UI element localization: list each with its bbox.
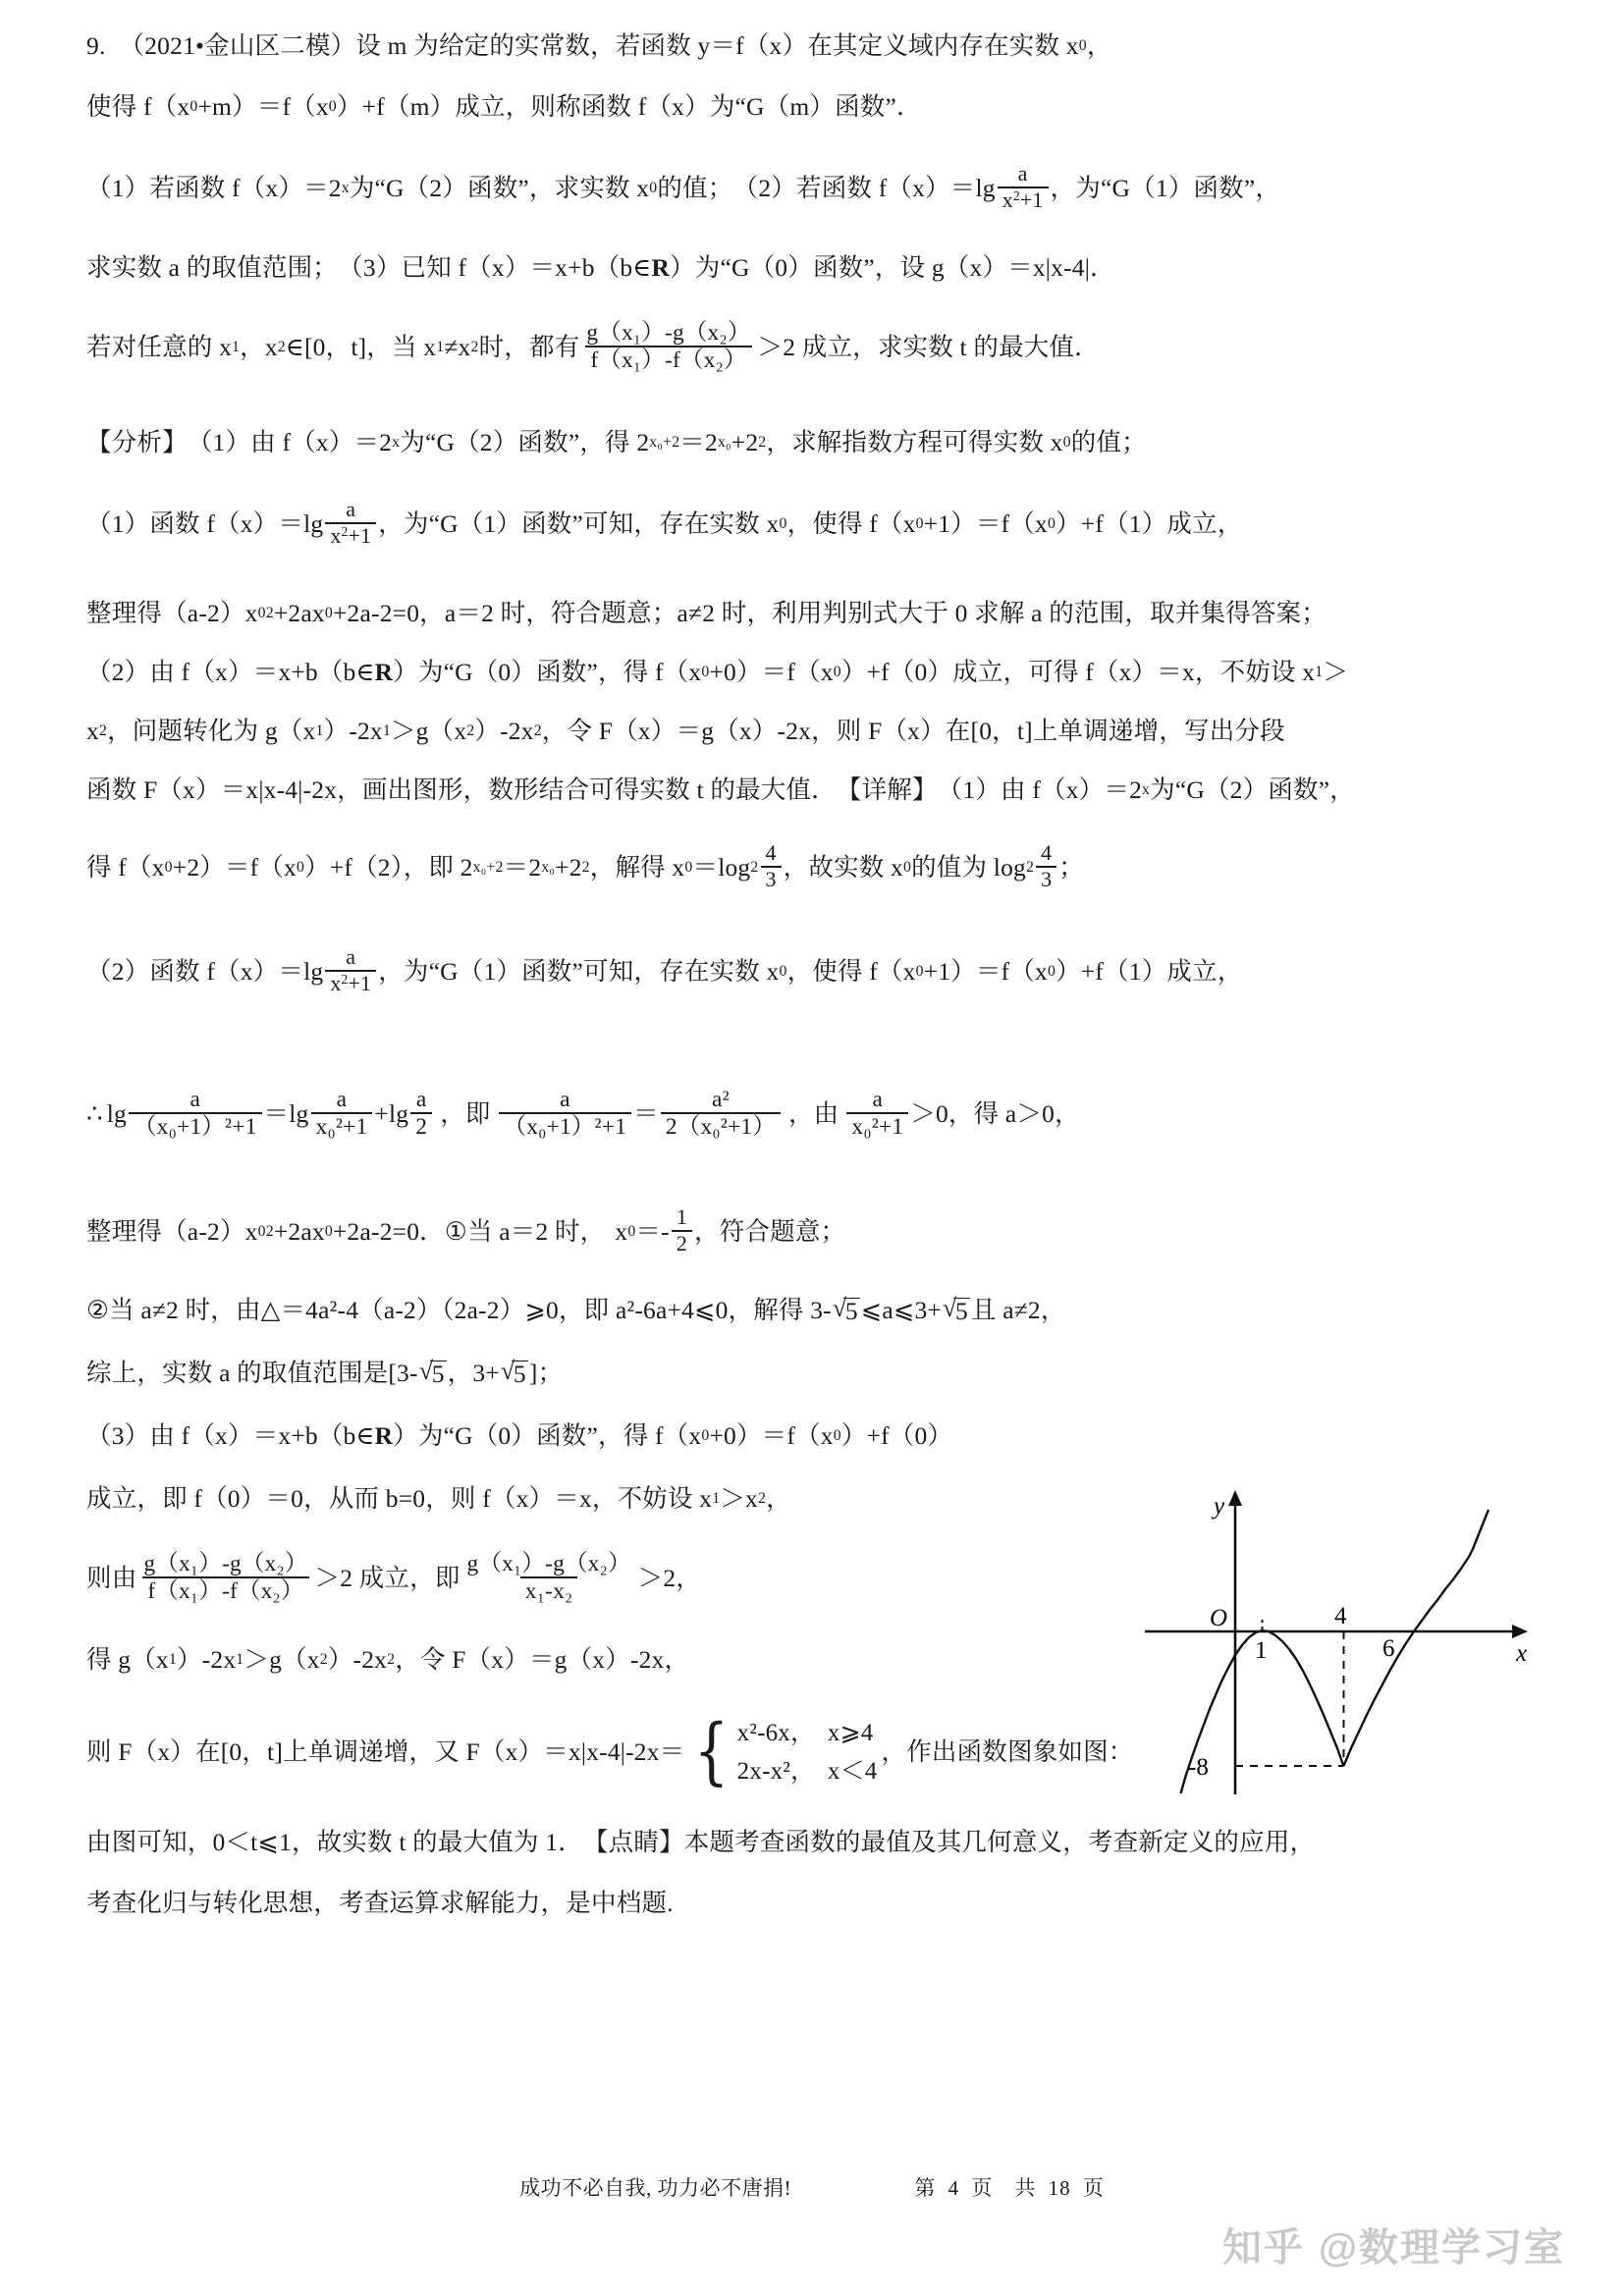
an10-exp: 2 bbox=[265, 1223, 274, 1241]
an1-text-b: 为“G（2）函数”，得 2 bbox=[400, 428, 650, 457]
zhihu-logo: 知乎 bbox=[1221, 2226, 1305, 2269]
q2-text-b: ）为“G（0）函数”，设 g（x）＝x|x‐4|． bbox=[670, 253, 1115, 283]
q1-exponent: x bbox=[341, 180, 350, 197]
an4-sub3: 1 bbox=[1315, 664, 1324, 681]
an3-text-a: 整理得（a‐2）x bbox=[86, 599, 258, 628]
an5-text-c: ）‐2x bbox=[323, 717, 383, 746]
analysis-line-18 bbox=[86, 1820, 1549, 1865]
stem-text-2b: +m）＝f（x bbox=[197, 92, 329, 122]
sqrt-5-3 bbox=[419, 1361, 447, 1387]
stem-text-2a: 使得 f（x bbox=[86, 92, 190, 122]
an16-text-b: ）‐2x bbox=[177, 1645, 237, 1675]
fraction-numerator: a bbox=[872, 1086, 884, 1112]
problem-stem-line-1 bbox=[86, 24, 1549, 69]
lg-operator-3: lg bbox=[389, 1099, 409, 1129]
problem-part-3 bbox=[86, 302, 1549, 393]
an7-text-g: ＝log bbox=[692, 853, 751, 882]
plus-sign: + bbox=[374, 1099, 389, 1129]
analysis-line-11 bbox=[86, 1288, 1549, 1333]
an10-sub3: 0 bbox=[627, 1223, 636, 1241]
an10-text-e: x bbox=[615, 1217, 628, 1247]
circled-one: ① bbox=[444, 1217, 467, 1247]
an7-exp: x₀+2 bbox=[472, 859, 504, 877]
an1-text-e: ，求解指数方程可得实数 x bbox=[766, 428, 1063, 457]
an10-text-c: +2a‐2=0． bbox=[332, 1217, 445, 1247]
an12-text-a: 综上，实数 a 的取值范围是[3‐ bbox=[86, 1359, 418, 1388]
an8-sub: 0 bbox=[779, 963, 787, 981]
an7-exp2: x₀ bbox=[541, 859, 556, 877]
an12-text-c: ]； bbox=[528, 1359, 564, 1388]
sqrt-radicand: 5 bbox=[431, 1359, 445, 1388]
an16-sub: 1 bbox=[168, 1651, 177, 1669]
an1-exp2: x₀+2 bbox=[649, 434, 680, 452]
q3-text-e: 时，都有 bbox=[478, 333, 580, 362]
detail-label: 【详解】 bbox=[836, 775, 938, 805]
an7-sub: 0 bbox=[164, 859, 173, 877]
an18-text-a: 由图可知，0＜t⩽1，故实数 t 的最大值为 1． bbox=[86, 1828, 583, 1857]
fraction-numerator: g（x₁）‐g（x₂） bbox=[466, 1550, 631, 1576]
an17-text-b: ，作出函数图象如图： bbox=[881, 1737, 1134, 1767]
fraction-a-over-x0plus1sq bbox=[129, 1088, 262, 1140]
an19-text-a: 考查化归与转化思想，考查运算求解能力，是中档题. bbox=[86, 1889, 674, 1918]
an5-sub4: 2 bbox=[466, 722, 475, 740]
sqrt-radicand: 5 bbox=[954, 1296, 968, 1325]
q3-sub3: 1 bbox=[436, 339, 445, 356]
an4-sub: 0 bbox=[701, 664, 710, 681]
fraction-numerator: a bbox=[560, 1086, 570, 1112]
fraction-numerator: a² bbox=[712, 1086, 730, 1112]
an10-text-g: ，符合题意； bbox=[694, 1217, 846, 1247]
log-base-2: 2 bbox=[1025, 859, 1035, 877]
fraction-a-over-x0plus1sq-2 bbox=[499, 1088, 632, 1140]
an10-sub: 0 bbox=[257, 1223, 266, 1241]
an16-sub4: 2 bbox=[387, 1651, 396, 1669]
page-suffix: 页 bbox=[1082, 2176, 1105, 2200]
an1-text-f: 的值； bbox=[1070, 428, 1147, 457]
piecewise-rows bbox=[735, 1721, 878, 1784]
left-brace: { bbox=[694, 1709, 730, 1794]
q3-text-f: ＞2 成立，求实数 t 的最大值． bbox=[757, 333, 1100, 362]
an8-text-e: ）+f（1）成立， bbox=[1056, 957, 1243, 987]
an13-text-d: ）+f（0） bbox=[840, 1421, 953, 1451]
q3-text-a: 若对任意的 x bbox=[86, 333, 233, 362]
page-mid: 页 共 bbox=[971, 2176, 1037, 2200]
graph-tick-4: 4 bbox=[1334, 1603, 1347, 1629]
footer-pagination bbox=[914, 2172, 1105, 2202]
sqrt-5-2 bbox=[943, 1298, 970, 1324]
an14-text-b: ＞x bbox=[720, 1484, 758, 1514]
fraction-denominator: 3 bbox=[1036, 866, 1056, 891]
an16-sub3: 2 bbox=[319, 1651, 328, 1669]
an7-text-j: ； bbox=[1058, 853, 1084, 882]
fraction-denominator: f（x₁）‐f（x₂） bbox=[142, 1576, 308, 1603]
q3-sub2: 2 bbox=[277, 339, 286, 356]
an5-sub3: 1 bbox=[382, 722, 391, 740]
an15-text-b: ＞2 成立，即 bbox=[314, 1564, 460, 1593]
an1-sub: 0 bbox=[1062, 434, 1071, 452]
an9-text-2: ，由 bbox=[787, 1099, 839, 1129]
an14-sub2: 2 bbox=[757, 1490, 767, 1508]
fraction-denominator: x₀²+1 bbox=[846, 1112, 908, 1139]
an9-text-1: ，即 bbox=[440, 1099, 491, 1129]
den-exp: 2 bbox=[1012, 187, 1020, 203]
page-prefix: 第 bbox=[914, 2176, 937, 2200]
watermark-handle: @数理学习室 bbox=[1318, 2226, 1565, 2269]
fraction-denominator bbox=[325, 970, 376, 995]
analysis-line-12 bbox=[86, 1351, 1549, 1396]
fraction-asq-over-2x0sqplus1 bbox=[661, 1088, 781, 1140]
fraction-a-over-2 bbox=[410, 1088, 432, 1140]
analysis-line-19 bbox=[86, 1881, 1549, 1926]
circled-two: ② bbox=[86, 1296, 110, 1325]
an1-text-a: （1）由 f（x）＝2 bbox=[187, 428, 393, 457]
analysis-line-13 bbox=[86, 1414, 1549, 1459]
an4-text-c: +0）＝f（x bbox=[709, 658, 834, 687]
an7-text-a: 得 f（x bbox=[86, 853, 165, 882]
fraction-denominator: f（x₁）‐f（x₂） bbox=[585, 346, 751, 372]
an7-text-c: ）+f（2），即 2 bbox=[304, 853, 473, 882]
stem-sub-2b: 0 bbox=[328, 98, 337, 116]
an16-text-d: ）‐2x bbox=[327, 1645, 388, 1675]
fraction-numerator: a bbox=[346, 497, 356, 522]
an7-text-f: ，解得 x bbox=[589, 853, 685, 882]
an12-text-b: ，3+ bbox=[447, 1359, 500, 1388]
an11-text-a: 当 a≠2 时，由△＝4a²‐4（a‐2）（2a‐2）⩾0，即 a²‐6a+4⩽0，解得 3‐ bbox=[109, 1296, 832, 1325]
fraction-numerator: a bbox=[189, 1086, 201, 1112]
real-set-symbol: R bbox=[374, 1421, 394, 1451]
an4-sub2: 0 bbox=[833, 664, 841, 681]
fraction-denominator bbox=[998, 187, 1049, 212]
fraction-a-over-x0sqplus1-2 bbox=[846, 1088, 908, 1140]
fraction-numerator: a bbox=[1017, 161, 1028, 187]
stem-text-1-end: ， bbox=[1086, 31, 1112, 61]
an1-exp4: 2 bbox=[758, 434, 767, 452]
fraction-difference-quotient bbox=[581, 321, 755, 373]
an5-sub2: 1 bbox=[315, 722, 324, 740]
an17-text-a: 则 F（x）在[0，t]上单调递增，又 F（x）＝x|x‐4|‐2x＝ bbox=[86, 1737, 685, 1767]
graph-origin-label: O bbox=[1210, 1605, 1228, 1631]
an4-text-b: ）为“G（0）函数”，得 f（x bbox=[393, 658, 702, 687]
problem-source: （2021•金山区二模） bbox=[119, 31, 356, 61]
an3-sub2: 0 bbox=[324, 605, 333, 622]
an10-sub2: 0 bbox=[324, 1223, 333, 1241]
den-base: x bbox=[330, 971, 342, 996]
an15-text-c: ＞2， bbox=[637, 1564, 701, 1593]
stem-text-2c: ）+f（m）成立，则称函数 f（x）为“G（m）函数”． bbox=[336, 92, 922, 122]
an7-sub5: 0 bbox=[903, 859, 912, 877]
problem-stem-line-2 bbox=[86, 84, 1549, 130]
an8-text-b: ，为“G（1）函数”可知，存在实数 x bbox=[378, 957, 780, 987]
an2-text-a: （1）函数 f（x）＝lg bbox=[86, 509, 324, 539]
lg-operator-2: lg bbox=[289, 1099, 309, 1129]
an2-sub3: 0 bbox=[1047, 515, 1056, 533]
an1-exp: x bbox=[392, 434, 401, 452]
an7-text-d: ＝2 bbox=[503, 853, 542, 882]
fraction-four-thirds bbox=[761, 842, 782, 891]
fraction-a-over-x2plus1 bbox=[998, 163, 1049, 212]
stem-sub-2a: 0 bbox=[189, 98, 198, 116]
q3-text-d: ≠x bbox=[444, 333, 471, 362]
an13-sub: 0 bbox=[701, 1427, 710, 1445]
real-set-symbol: R bbox=[651, 253, 671, 283]
q1-text-b: 为“G（2）函数”，求实数 x bbox=[349, 174, 650, 203]
fraction-denominator: （x₀+1）²+1 bbox=[129, 1112, 262, 1139]
page-footer bbox=[0, 2172, 1624, 2202]
real-set-symbol: R bbox=[374, 658, 394, 687]
graph-x-label: x bbox=[1516, 1640, 1528, 1667]
fraction-numerator: a bbox=[336, 1086, 348, 1112]
an8-sub2: 0 bbox=[915, 963, 924, 981]
fraction-denominator: 2 bbox=[410, 1112, 432, 1139]
analysis-line-9 bbox=[86, 1050, 1549, 1178]
fraction-four-thirds-2 bbox=[1036, 842, 1056, 891]
den-exp: 2 bbox=[341, 523, 349, 539]
fraction-denominator: x₀²+1 bbox=[311, 1112, 373, 1139]
analysis-line-8 bbox=[86, 927, 1549, 1017]
an8-text-c: ，使得 f（x bbox=[786, 957, 916, 987]
an8-text-d: +1）＝f（x bbox=[923, 957, 1048, 987]
piecewise-case-1: x²‐6x， x⩾4 bbox=[736, 1720, 874, 1746]
q3-sub1: 1 bbox=[232, 339, 241, 356]
fraction-numerator: g（x₁）‐g（x₂） bbox=[143, 1550, 308, 1576]
fraction-numerator: g（x₁）‐g（x₂） bbox=[586, 319, 751, 346]
an7-text-b: +2）＝f（x bbox=[172, 853, 298, 882]
an1-text-c: ＝2 bbox=[679, 428, 718, 457]
an4-text-d: ）+f（0）成立，可得 f（x）＝x，不妨设 x bbox=[840, 658, 1316, 687]
fraction-denominator: （x₀+1）²+1 bbox=[499, 1112, 632, 1139]
q2-text-a: 求实数 a 的取值范围； （3）已知 f（x）＝x+b（b∈ bbox=[86, 253, 652, 283]
problem-number: 9. bbox=[86, 31, 106, 61]
an7-sub2: 0 bbox=[297, 859, 305, 877]
equals-1: ＝ bbox=[263, 1099, 290, 1129]
page-total: 18 bbox=[1048, 2176, 1071, 2200]
an10-text-a: 整理得（a‐2）x bbox=[86, 1217, 258, 1247]
analysis-line-5 bbox=[86, 709, 1549, 754]
den-tail: +1 bbox=[348, 971, 372, 996]
an16-sub2: 1 bbox=[236, 1651, 244, 1669]
an5-text-e: ）‐2x bbox=[474, 717, 534, 746]
an15-text-a: 则由 bbox=[86, 1564, 137, 1593]
an6-text-b: （1）由 f（x）＝2 bbox=[937, 775, 1143, 805]
an2-sub2: 0 bbox=[915, 515, 924, 533]
fraction-denominator: 2（x₀²+1） bbox=[661, 1112, 781, 1139]
an2-text-d: +1）＝f（x bbox=[923, 509, 1048, 539]
graph-tick-1: 1 bbox=[1255, 1637, 1268, 1664]
equals-2: ＝ bbox=[633, 1099, 659, 1129]
analysis-line-7 bbox=[86, 823, 1549, 913]
q3-text-b: ，x bbox=[240, 333, 278, 362]
sqrt-5-4 bbox=[501, 1361, 528, 1387]
analysis-label: 【分析】 bbox=[86, 428, 188, 457]
footer-motto: 成功不必自我, 功力必不唐捐! bbox=[519, 2176, 792, 2200]
fraction-a-over-x0sq-plus1 bbox=[311, 1088, 373, 1140]
analysis-line-2 bbox=[86, 479, 1549, 569]
an3-sub: 0 bbox=[257, 605, 266, 622]
problem-part-2 bbox=[86, 245, 1549, 291]
an7-text-i: 的值为 log bbox=[911, 853, 1026, 882]
q1-text-d: ，为“G（1）函数”， bbox=[1050, 174, 1281, 203]
an13-text-c: +0）＝f（x bbox=[709, 1421, 834, 1451]
q1-sub: 0 bbox=[649, 180, 658, 197]
den-tail: +1 bbox=[348, 523, 372, 549]
an6-text-c: 为“G（2）函数”， bbox=[1150, 775, 1355, 805]
problem-part-1 bbox=[86, 143, 1549, 234]
log-base: 2 bbox=[750, 859, 759, 877]
fraction-denominator: x₁‐x₂ bbox=[520, 1576, 578, 1603]
an4-text-a: （2）由 f（x）＝x+b（b∈ bbox=[86, 658, 375, 687]
an11-text-c: 且 a≠2， bbox=[970, 1296, 1066, 1325]
an5-text-a: x bbox=[86, 717, 99, 746]
fraction-numerator: 4 bbox=[765, 840, 777, 866]
fraction-numerator: 1 bbox=[676, 1204, 688, 1230]
fraction-difference-quotient-g-f bbox=[138, 1552, 312, 1604]
an3-text-c: +2a‐2=0，a＝2 时，符合题意；a≠2 时，利用判别式大于 0 求解 a 的范围，取并集得答案； bbox=[332, 599, 1326, 628]
fraction-denominator: 3 bbox=[761, 866, 782, 891]
fraction-denominator bbox=[325, 522, 376, 548]
an13-text-b: ）为“G（0）函数”，得 f（x bbox=[393, 1421, 702, 1451]
an6-text-a: 函数 F（x）＝x|x‐4|‐2x，画出图形，数形结合可得实数 t 的最大值． bbox=[86, 775, 837, 805]
an7-sub3: 0 bbox=[684, 859, 693, 877]
an7-text-e: +2 bbox=[555, 853, 582, 882]
den-exp: 2 bbox=[341, 971, 349, 987]
an14-sub: 1 bbox=[712, 1490, 721, 1508]
graph-min-label: -8 bbox=[1188, 1754, 1209, 1781]
den-base: x bbox=[330, 523, 342, 549]
an6-exp: x bbox=[1142, 781, 1151, 799]
an5-text-f: ，令 F（x）＝g（x）‐2x，则 F（x）在[0，t]上单调递增，写出分段 bbox=[541, 717, 1285, 746]
stem-text-1: 设 m 为给定的实常数，若函数 y＝f（x）在其定义域内存在实数 x bbox=[355, 31, 1079, 61]
an11-text-b: ⩽a⩽3+ bbox=[860, 1296, 942, 1325]
den-base: x bbox=[1001, 187, 1013, 213]
an9-text-3: ＞0，得 a＞0， bbox=[910, 1099, 1080, 1129]
an8-text-a: （2）函数 f（x）＝lg bbox=[86, 957, 324, 987]
an10-text-f: ＝‐ bbox=[635, 1217, 670, 1247]
sqrt-5 bbox=[833, 1298, 860, 1324]
stem-sub-1: 0 bbox=[1078, 37, 1087, 55]
an5-text-d: ＞g（x bbox=[390, 717, 467, 746]
an14-text-a: 成立，即 f（0）＝0，从而 b=0，则 f（x）＝x，不妨设 x bbox=[86, 1484, 713, 1514]
an3-exp: 2 bbox=[265, 605, 274, 622]
piecewise-case-2: 2x‐x²， x＜4 bbox=[736, 1758, 878, 1785]
fraction-numerator: 4 bbox=[1041, 840, 1053, 866]
function-graph bbox=[1127, 1463, 1540, 1806]
sqrt-radicand: 5 bbox=[513, 1359, 526, 1388]
an1-exp3: x₀ bbox=[717, 434, 731, 452]
graph-tick-6: 6 bbox=[1382, 1635, 1395, 1662]
an5-sub: 2 bbox=[98, 722, 108, 740]
an7-text-h: ，故实数 x bbox=[783, 853, 903, 882]
lg-operator-1: lg bbox=[106, 1099, 127, 1129]
analysis-line-1 bbox=[86, 420, 1549, 465]
an3-text-b: +2ax bbox=[273, 599, 325, 628]
highlight-label: 【点睛】 bbox=[582, 1828, 684, 1857]
an5-sub5: 2 bbox=[533, 722, 542, 740]
an2-sub: 0 bbox=[779, 515, 787, 533]
an16-text-c: ＞g（x bbox=[244, 1645, 320, 1675]
q3-sub4: 2 bbox=[470, 339, 479, 356]
piecewise-function bbox=[688, 1709, 878, 1794]
analysis-line-4 bbox=[86, 650, 1549, 695]
an16-text-e: ，令 F（x）＝g（x）‐2x， bbox=[395, 1645, 690, 1675]
an7-exp3: 2 bbox=[581, 859, 590, 877]
fraction-a-over-x2plus1 bbox=[325, 499, 376, 548]
fraction-numerator: a bbox=[415, 1086, 427, 1112]
sqrt-radicand: 5 bbox=[844, 1296, 858, 1325]
fraction-numerator: a bbox=[346, 944, 356, 970]
analysis-line-6 bbox=[86, 768, 1549, 813]
fraction-denominator: 2 bbox=[672, 1230, 692, 1255]
an5-text-b: ，问题转化为 g（x bbox=[107, 717, 316, 746]
q1-text-a: （1）若函数 f（x）＝2 bbox=[86, 174, 342, 203]
q1-text-c: 的值； （2）若函数 f（x）＝lg bbox=[657, 174, 996, 203]
an2-text-c: ，使得 f（x bbox=[786, 509, 916, 539]
an1-text-d: +2 bbox=[731, 428, 759, 457]
an13-text-a: （3）由 f（x）＝x+b（b∈ bbox=[86, 1421, 375, 1451]
an2-text-b: ，为“G（1）函数”可知，存在实数 x bbox=[378, 509, 780, 539]
fraction-a-over-x2plus1 bbox=[325, 946, 376, 995]
page-current: 4 bbox=[947, 2176, 960, 2200]
fraction-difference-quotient-g-x bbox=[462, 1552, 636, 1604]
q3-text-c: ∈[0，t]，当 x bbox=[285, 333, 437, 362]
an14-text-c: ， bbox=[766, 1484, 791, 1514]
therefore-symbol: ∴ bbox=[86, 1099, 103, 1128]
watermark bbox=[1222, 2216, 1565, 2272]
fraction-one-half bbox=[672, 1206, 692, 1255]
an4-text-e: ＞ bbox=[1323, 658, 1349, 687]
analysis-line-10 bbox=[86, 1196, 1549, 1268]
an2-text-e: ）+f（1）成立， bbox=[1056, 509, 1243, 539]
an16-text-a: 得 g（x bbox=[86, 1645, 169, 1675]
an8-sub3: 0 bbox=[1047, 963, 1056, 981]
analysis-line-3 bbox=[86, 591, 1549, 636]
an13-sub2: 0 bbox=[833, 1427, 841, 1445]
graph-y-label: y bbox=[1214, 1493, 1225, 1520]
an10-text-b: +2ax bbox=[273, 1217, 325, 1247]
an18-text-b: 本题考查函数的最值及其几何意义，考查新定义的应用， bbox=[683, 1828, 1316, 1857]
den-tail: +1 bbox=[1019, 187, 1044, 213]
an10-text-d: 当 a＝2 时， bbox=[466, 1217, 606, 1247]
